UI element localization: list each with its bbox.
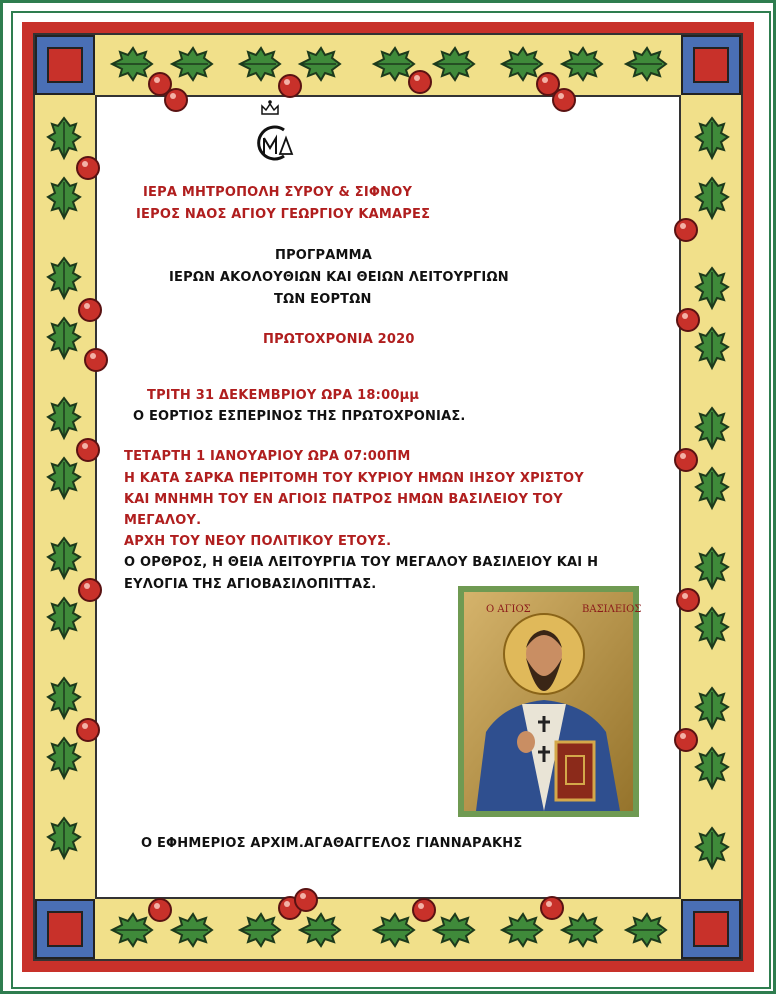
priest-signature: Ο ΕΦΗΜΕΡΙΟΣ ΑΡΧΙΜ.ΑΓΑΘΑΓΓΕΛΟΣ ΓΙΑΝΝΑΡΑΚΗΣ bbox=[141, 836, 523, 851]
icon-inscription-left: Ο ΑΓΙΟΣ bbox=[486, 604, 531, 615]
occasion-title: ΠΡΩΤΟΧΡΟΝΙΑ 2020 bbox=[263, 332, 415, 347]
metropolis-name: ΙΕΡΑ ΜΗΤΡΟΠΟΛΗ ΣΥΡΟΥ & ΣΙΦΝΟΥ bbox=[143, 185, 413, 200]
saint-basil-icon bbox=[458, 586, 642, 817]
event2-feast-line4: ΑΡΧΗ ΤΟΥ ΝΕΟΥ ΠΟΛΙΤΙΚΟΥ ΕΤΟΥΣ. bbox=[124, 534, 392, 549]
event2-desc-line1: Ο ΟΡΘΡΟΣ, Η ΘΕΙΑ ΛΕΙΤΟΥΡΓΙΑ ΤΟΥ ΜΕΓΑΛΟΥ ΒΑΣΙΛΕΙΟΥ ΚΑΙ Η bbox=[124, 555, 599, 570]
program-title: ΠΡΟΓΡΑΜΜΑ bbox=[275, 248, 373, 263]
event1-description: Ο ΕΟΡΤΙΟΣ ΕΣΠΕΡΙΝΟΣ ΤΗΣ ΠΡΩΤΟΧΡΟΝΙΑΣ. bbox=[133, 409, 466, 424]
event1-date: ΤΡΙΤΗ 31 ΔΕΚΕΜΒΡΙΟΥ ΩΡΑ 18:00μμ bbox=[147, 388, 420, 403]
event2-feast-line3: ΜΕΓΑΛΟΥ. bbox=[124, 513, 202, 528]
saint-basil-painting bbox=[464, 592, 642, 811]
icon-inscription-right: ΒΑΣΙΛΕΙΟΣ bbox=[582, 604, 642, 615]
event2-feast-line1: Η ΚΑΤΑ ΣΑΡΚΑ ΠΕΡΙΤΟΜΗ ΤΟΥ ΚΥΡΙΟΥ ΗΜΩΝ ΙΗΣΟΥ ΧΡΙΣΤΟΥ bbox=[124, 471, 584, 486]
event2-desc-line2: ΕΥΛΟΓΙΑ ΤΗΣ ΑΓΙΟΒΑΣΙΛΟΠΙΤΤΑΣ. bbox=[124, 577, 377, 592]
event2-date: ΤΕΤΑΡΤΗ 1 ΙΑΝΟΥΑΡΙΟΥ ΩΡΑ 07:00ΠΜ bbox=[124, 449, 411, 464]
program-subtitle: ΙΕΡΩΝ ΑΚΟΛΟΥΘΙΩΝ ΚΑΙ ΘΕΙΩΝ ΛΕΙΤΟΥΡΓΙΩΝ bbox=[169, 270, 509, 285]
event2-feast-line2: ΚΑΙ ΜΝΗΜΗ ΤΟΥ ΕΝ ΑΓΙΟΙΣ ΠΑΤΡΟΣ ΗΜΩΝ ΒΑΣΙΛΕΙΟΥ ΤΟΥ bbox=[124, 492, 563, 507]
church-name: ΙΕΡΟΣ ΝΑΟΣ ΑΓΙΟΥ ΓΕΩΡΓΙΟΥ ΚΑΜΑΡΕΣ bbox=[136, 207, 431, 222]
program-feasts-label: ΤΩΝ ΕΟΡΤΩΝ bbox=[274, 292, 372, 307]
